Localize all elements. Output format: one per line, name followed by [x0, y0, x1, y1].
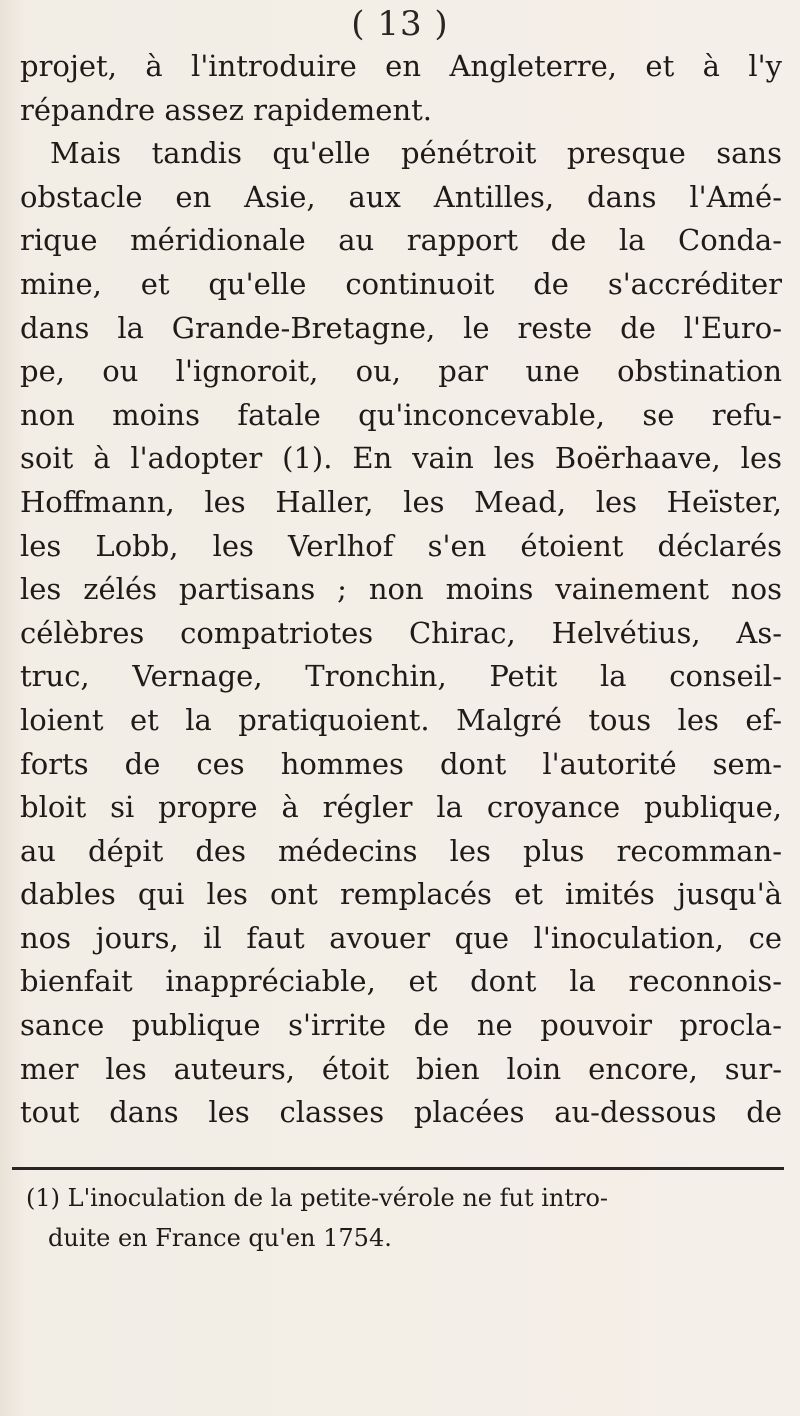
text-line: soit à l'adopter (1). En vain les Boërhaave, les [20, 441, 782, 476]
text-line: forts de ces hommes dont l'autorité sem- [20, 746, 782, 781]
text-line: bloit si propre à régler la croyance publique, [20, 790, 782, 825]
footnote [26, 1178, 666, 1258]
body-text [20, 45, 782, 1135]
text-line: bienfait inappréciable, et dont la reconnois- [20, 964, 782, 999]
footnote-divider [12, 1167, 784, 1170]
text-line: dables qui les ont remplacés et imités jusqu'à [20, 877, 782, 912]
text-line: nos jours, il faut avouer que l'inoculation, ce [20, 920, 782, 955]
page-number: ( 13 ) [351, 4, 449, 44]
text-line: rique méridionale au rapport de la Conda- [20, 223, 782, 258]
text-line: les Lobb, les Verlhof s'en étoient déclarés [20, 528, 782, 563]
text-line: au dépit des médecins les plus recomman- [20, 833, 782, 868]
text-line: projet, à l'introduire en Angleterre, et à l'y [20, 49, 782, 83]
text-line: sance publique s'irrite de ne pouvoir procla- [20, 1008, 782, 1043]
text-line: truc, Vernage, Tronchin, Petit la conseil- [20, 659, 782, 694]
text-line: tout dans les classes placées au-dessous de [20, 1095, 782, 1130]
text-line: pe, ou l'ignoroit, ou, par une obstination [20, 354, 782, 389]
footnote-line: duite en France qu'en 1754. [48, 1224, 392, 1252]
text-line: loient et la pratiquoient. Malgré tous les ef- [20, 702, 782, 737]
text-line: célèbres compatriotes Chirac, Helvétius, As- [20, 615, 782, 650]
text-line: mer les auteurs, étoit bien loin encore, sur- [20, 1051, 782, 1086]
text-line: les zélés partisans ; non moins vainement nos [20, 572, 782, 607]
text-line: Mais tandis qu'elle pénétroit presque sans [50, 136, 782, 171]
text-line: obstacle en Asie, aux Antilles, dans l'Amé- [20, 179, 782, 214]
text-line: mine, et qu'elle continuoit de s'accréditer [20, 266, 782, 301]
footnote-line: (1) L'inoculation de la petite-vérole ne fut intro- [26, 1184, 609, 1212]
text-line: dans la Grande-Bretagne, le reste de l'Euro- [20, 310, 782, 345]
text-line: répandre assez rapidement. [20, 92, 433, 127]
text-line: non moins fatale qu'inconcevable, se refu- [20, 397, 782, 432]
text-line: Hoffmann, les Haller, les Mead, les Heïster, [20, 484, 782, 519]
